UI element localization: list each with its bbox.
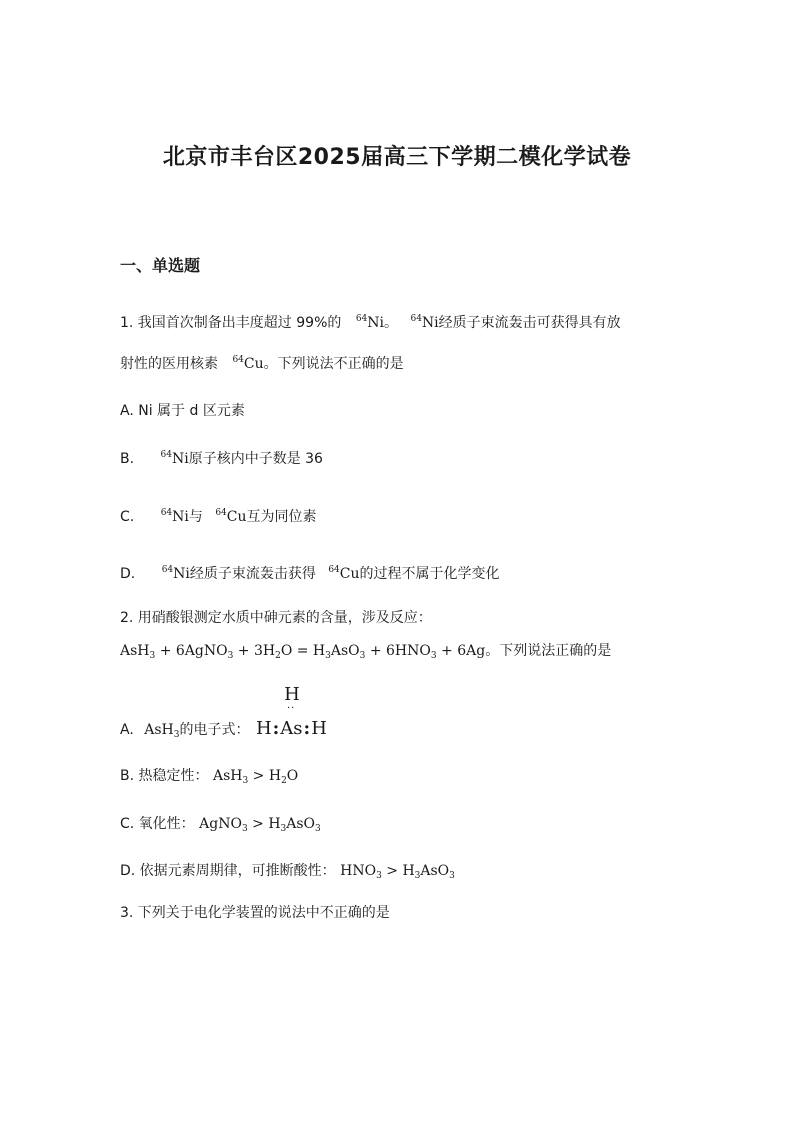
option-label: B. 热稳定性：	[120, 768, 209, 784]
isotope-cu64: $^{64}$Cu	[328, 565, 360, 582]
relation-hno3-h3aso3: $HNO_3 > H_3AsO_3$	[340, 863, 455, 881]
option-label: A.	[120, 722, 134, 738]
q1-optb-text: 原子核内中子数是 36	[188, 451, 323, 467]
isotope-ni64: $^{64}$Ni	[160, 508, 189, 525]
lewis-structure-ash3: H ·· H:As:H	[255, 684, 327, 739]
q2-option-b	[120, 765, 298, 785]
q2-option-d	[120, 860, 455, 880]
option-label: C.	[120, 509, 135, 525]
q2-equation-line	[120, 640, 611, 660]
isotope-ni64: $^{64}$Ni	[160, 450, 189, 467]
q1-stem-line2	[120, 353, 404, 373]
q3-stem: 3. 下列关于电化学装置的说法中不正确的是	[120, 905, 390, 921]
q1-optd-text: 的过程不属于化学变化	[359, 566, 500, 582]
q1-sep: 。	[384, 315, 399, 331]
formula-ash3: AsH$_3$	[144, 722, 180, 740]
isotope-cu64: $^{64}$Cu	[215, 508, 247, 525]
q1-option-b	[120, 448, 323, 468]
q1-option-c	[120, 506, 317, 526]
isotope-ni64: $^{64}$Ni	[161, 565, 190, 582]
q1-optc-mid: 与	[188, 509, 203, 525]
q2-opta-text: 的电子式：	[179, 722, 250, 738]
q1-line2-prefix: 射性的医用核素	[120, 356, 218, 372]
option-label: D.	[120, 566, 136, 582]
relation-ash3-h2o: $AsH_3 > H_2O$	[212, 768, 299, 786]
q1-option-a: A. Ni 属于 d 区元素	[120, 403, 245, 419]
q1-optd-mid: 经质子束流轰击获得	[189, 566, 316, 582]
q2-stem: 2. 用硝酸银测定水质中砷元素的含量，涉及反应：	[120, 610, 432, 626]
option-label: D. 依据元素周期律，可推断酸性：	[120, 863, 336, 879]
q2-option-a	[120, 684, 327, 740]
q1-mid: 经质子束流轰击可获得具有放	[438, 315, 621, 331]
isotope-ni64: $^{64}$Ni	[355, 314, 385, 331]
relation-agno3-h3aso3: AgNO$_3$ > $H_3AsO_3$	[199, 816, 321, 834]
exam-title: 北京市丰台区2025届高三下学期二模化学试卷	[162, 145, 632, 170]
reaction-equation: AsH$_3$ + 6AgNO$_3$ + $3H_2O = H_3AsO_3 + 6HNO_3 + 6Ag$	[120, 643, 486, 661]
section-heading: 一、单选题	[120, 256, 201, 275]
q1-prefix: 1. 我国首次制备出丰度超过 99%的	[120, 315, 342, 331]
option-label: B.	[120, 451, 135, 467]
q1-stem-line1	[120, 312, 621, 332]
isotope-cu64: $^{64}$Cu	[232, 355, 264, 372]
q2-eq-suffix: 。下列说法正确的是	[485, 643, 612, 659]
option-label: C. 氧化性：	[120, 816, 195, 832]
q2-option-c	[120, 813, 321, 833]
isotope-ni64: $^{64}$Ni	[410, 314, 439, 331]
q1-optc-text: 互为同位素	[246, 509, 317, 525]
q1-line2-suffix: 。下列说法不正确的是	[263, 356, 404, 372]
q1-option-d	[120, 563, 500, 583]
